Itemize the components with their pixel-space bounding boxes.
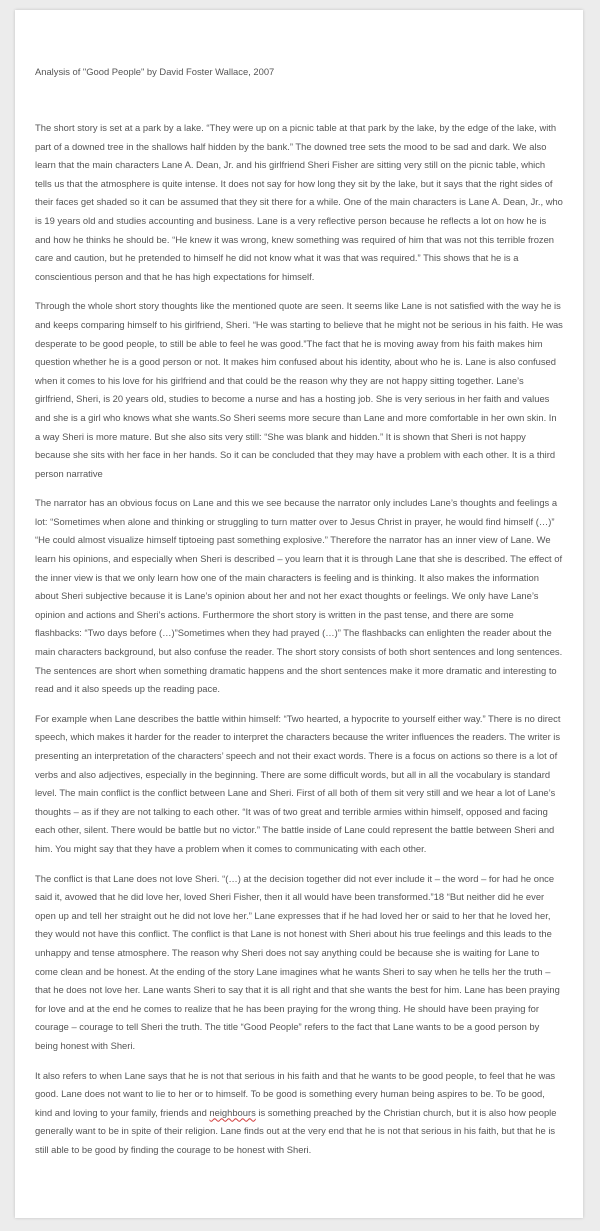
misspelled-word[interactable]: neighbours bbox=[209, 1106, 256, 1118]
paragraph-language: For example when Lane describes the battle within himself: “Two hearted, a hypocrite to yourself either way.” There is no direct speech, which makes it harder for the reader to interpret the characters because the writer influences the readers. The writer is presenting an interpretation of the characters’ speech and not their exact words. There is a focus on actions so there is a lot of verbs and also adjectives, especially in the beginning. There are some difficult words, but all in all the vocabulary is standard level. The main conflict is the conflict between Lane and Sheri. First of all both of them sit very still and we hear a lot of Lane’s thoughts – as if they are not talking to each other. “It was of two great and terrible armies within himself, opposed and facing each other, silent. There would be battle but no victor.” The battle inside of Lane could represent the battle between Sheri and him. You might say that they have a problem when it comes to communicating with each other. bbox=[35, 712, 561, 854]
conclusion-text-end: is something preached by the Christian church, but it is also how people generally want to be in spite of their religion. Lane finds out at the very end that he is not that serious in his faith, but that he is still able to be good by finding the courage to be honest with Sheri. bbox=[35, 1106, 557, 1155]
document-body bbox=[35, 119, 563, 1170]
conclusion-text-start: It also refers to when Lane says that he is not that serious in his faith and that he wants to be good people, to feel that he was good. Lane does not want to lie to her or to himself. To be good is something every human being aspires to be. To be good, kind and loving to your family, friends and bbox=[35, 1069, 556, 1118]
paragraph-setting: The short story is set at a park by a lake. “They were up on a picnic table at that park by the lake, by the edge of the lake, with part of a downed tree in the shallows half hidden by the bank.” The downed tree sets the mood to be sad and dark. We also learn that the main characters Lane A. Dean, Jr. and his girlfriend Sheri Fisher are sitting very still on the picnic table, which tells us that the atmosphere is quite intense. It does not say for how long they sit by the lake, but it says that the right sides of their faces get shaded so it can be assumed that they sit there for a while. One of the main characters is Lane A. Dean, Jr., who is 19 years old and studies accounting and business. Lane is a very reflective person because he reflects a lot on how he is and how he thinks he should be. “He knew it was wrong, knew something was required of him that was not this terrible frozen care and caution, but he pretended to himself he did not know what it was that was required.” This shows that he is a conscientious person and that he has high expectations for himself. bbox=[35, 122, 563, 282]
paragraph-narrator: The narrator has an obvious focus on Lane and this we see because the narrator only includes Lane’s thoughts and feelings a lot: “Sometimes when alone and thinking or struggling to turn matter over to Jesus Christ in prayer, he would find himself (…)” “He could almost visualize himself tiptoeing past something explosive.” Therefore the narrator has an inner view of Lane. We learn his opinions, and especially when Sheri is described – you learn that it is through Lane that she is described. The effect of the inner view is that we only learn how one of the main characters is feeling and is thinking. It also makes the information about Sheri subjective because it is Lane’s opinion about her and not her exact thoughts or feelings. We only have Lane’s opinion and actions and Sheri’s actions. Furthermore the short story is written in the past tense, and there are some flashbacks: “Two days before (…)”Sometimes when they had prayed (…)” The flashbacks can enlighten the reader about the main characters background, but also confuse the reader. The short story consists of both short sentences and long sentences. The sentences are short when something dramatic happens and the short sentences make it more dramatic and interesting to read and it also speeds up the reading pace. bbox=[35, 497, 563, 695]
paragraph-characters: Through the whole short story thoughts like the mentioned quote are seen. It seems like Lane is not satisfied with the way he is and keeps comparing himself to his girlfriend, Sheri. “He was starting to believe that he might not be serious in his faith. He was desperate to be good people, to still be able to feel he was good.”The fact that he is moving away from his faith makes him question whether he is a good person or not. It makes him confused about his identity, about who he is. Lane is also confused when it comes to his love for his girlfriend and that could be the reason why they are not happy sitting together. Lane’s girlfriend, Sheri, is 20 years old, studies to become a nurse and has a hosting job. She is very serious in her faith and values and she is a girl who knows what she wants.So Sheri seems more secure than Lane and more comfortable in her own skin. In a way Sheri is more mature. But she also sits very still: “She was blank and hidden.” It is shown that Sheri is not happy because she sits with her face in her hands. So it can be concluded that they may have a problem with each other. It is a third person narrative bbox=[35, 300, 563, 479]
paragraph-conflict: The conflict is that Lane does not love Sheri. “(…) at the decision together did not ever include it – the word – for had he once said it, avowed that he did love her, loved Sheri Fisher, then it all would have been transformed.”18 “But neither did he ever open up and tell her straight out he did not love her.” Lane expresses that if he had loved her or said to her that he loved her, they would not have this conflict. The conflict is that Lane is not honest with Sheri about his true feelings and this leads to the unhappy and tense atmosphere. The reason why Sheri does not say anything could be because she is waiting for Lane to come clean and be honest. At the ending of the story Lane imagines what he wants Sheri to say when he tells her the truth – that he does not love her. Lane wants Sheri to say that it is all right and that she wants the best for him. Lane has been praying for love and at the end he comes to realize that he has been praying for the wrong thing. He should have been praying for courage – courage to tell Sheri the truth. The title “Good People” refers to the fact that Lane wants to be a good person by being honest with Sheri. bbox=[35, 872, 560, 1051]
document-title: Analysis of "Good People" by David Foster Wallace, 2007 bbox=[35, 66, 275, 77]
paragraph-conclusion bbox=[35, 1067, 563, 1160]
document-page bbox=[15, 10, 583, 1218]
